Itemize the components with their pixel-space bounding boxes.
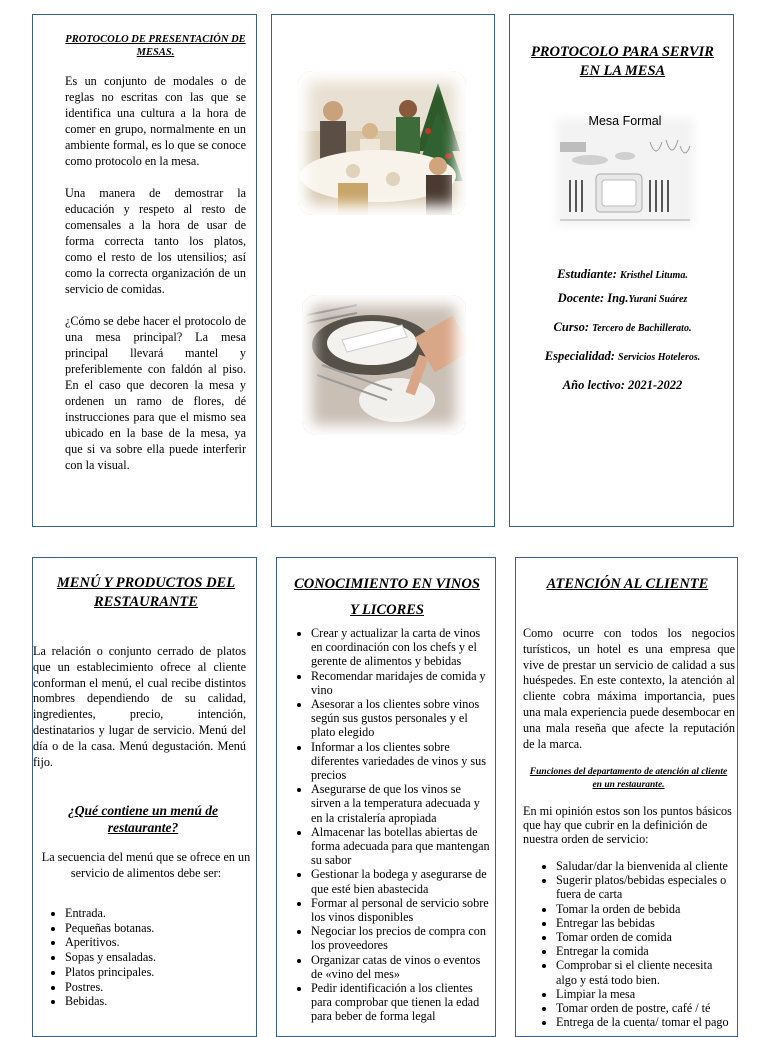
teacher-line: [510, 291, 734, 306]
list-item: • Tomar orden de comida: [556, 930, 734, 944]
list-item: • Platos principales.: [65, 965, 257, 980]
list-item: • Postres.: [65, 980, 257, 995]
panel-customer-service: [515, 557, 738, 1037]
list-item: • Entregar las bebidas: [556, 916, 734, 930]
wines-title-line1: CONOCIMIENTO EN VINOS: [294, 576, 480, 592]
panel-protocol-presentation: [32, 14, 257, 527]
menu-definition: La relación o conjunto cerrado de platos que un establecimiento ofrece al cliente conforman el menú, el cual recibe distintos nombres dependiendo de su calidad, ingredientes, precio, intención, destinatarios y lugar de servicio. Menú del día o de la casa. Menú degustación. Menú fijo.: [33, 644, 246, 769]
panel-menu: [32, 557, 257, 1037]
course-label: Curso:: [553, 320, 589, 334]
list-item: • Informar a los clientes sobre diferentes variedades de vinos y sus precios: [311, 740, 493, 783]
menu-subtitle: ¿Qué contiene un menú de restaurante?: [67, 803, 218, 835]
list-item: • Entrada.: [65, 906, 257, 921]
menu-sequence-intro: La secuencia del menú que se ofrece en un servicio de alimentos debe ser:: [41, 850, 251, 880]
teacher-name: Yurani Suárez: [628, 294, 688, 305]
formal-table-diagram: [550, 112, 700, 232]
list-item: • Sopas y ensaladas.: [65, 950, 257, 965]
student-line: [510, 267, 734, 282]
formal-table-caption: Mesa Formal: [588, 114, 662, 128]
list-item: • Comprobar si el cliente necesita algo y está todo bien.: [556, 958, 734, 986]
list-item: • Entrega de la cuenta/ tomar el pago: [556, 1015, 734, 1029]
list-item: • Pequeñas botanas.: [65, 921, 257, 936]
list-item: • Aperitivos.: [65, 935, 257, 950]
customer-service-intro: Como ocurre con todos los negocios turísticos, un hotel es una empresa que vive de prestar un servicio de calidad a sus huéspedes. En este contexto, la atención al cliente cobra máxima importancia, pues una mala experiencia puede desembocar en una mala reseña que afecte la reputación de la marca.: [523, 626, 735, 751]
list-item: • Bebidas.: [65, 994, 257, 1009]
list-item: • Gestionar la bodega y asegurarse de que esté bien abastecida: [311, 867, 493, 895]
course-line: [510, 320, 734, 335]
customer-service-opinion: En mi opinión estos son los puntos básicos que hay que cubrir en la definición de nuestra orden de servicio:: [523, 804, 732, 847]
list-item: • Entregar la comida: [556, 944, 734, 958]
panel-cover: [509, 14, 734, 527]
list-item: • Tomar la orden de bebida: [556, 902, 734, 916]
family-dinner-photo: [298, 71, 466, 215]
list-item: • Sugerir platos/bebidas especiales o fuera de carta: [556, 873, 734, 901]
school-year: Año lectivo: 2021-2022: [562, 378, 683, 392]
menu-title: MENÚ Y PRODUCTOS DEL RESTAURANTE: [56, 575, 236, 610]
specialty-value: Servicios Hoteleros.: [618, 352, 701, 363]
customer-service-steps-list: [526, 859, 734, 1029]
course-value: Tercero de Bachillerato.: [592, 323, 692, 334]
list-item: • Pedir identificación a los clientes para comprobar que tienen la edad para beber de forma legal: [311, 981, 493, 1024]
wines-duties-list: [281, 626, 493, 1024]
panel-title: PROTOCOLO DE PRESENTACIÓN DE MESAS.: [65, 34, 246, 58]
panel-wines: [276, 557, 496, 1037]
wines-title-line2: Y LICORES: [350, 602, 424, 618]
list-item: • Crear y actualizar la carta de vinos en coordinación con los chefs y el gerente de alimentos y bebidas: [311, 626, 493, 669]
customer-service-title: ATENCIÓN AL CLIENTE: [546, 576, 709, 592]
specialty-line: [510, 349, 734, 364]
paragraph-definition: Es un conjunto de modales o de reglas no escritas con las que se identifica una cultura a la hora de comer en grupo, normalmente en un ambiente formal, es lo que se conoce como protocolo en la mesa.: [65, 74, 246, 168]
list-item: • Asegurarse de que los vinos se sirven a la temperatura adecuada y en la cristalería apropiada: [311, 782, 493, 825]
list-item: • Formar al personal de servicio sobre los vinos disponibles: [311, 896, 493, 924]
teacher-label: Docente: Ing.: [557, 291, 629, 305]
list-item: • Recomendar maridajes de comida y vino: [311, 669, 493, 697]
student-label: Estudiante:: [557, 267, 617, 281]
paragraph-education: Una manera de demostrar la educación y respeto al resto de comensales a la hora de usar de forma correcta tanto los platos, como el resto de los utensilios; así como la correcta organización de un servicio de comidas.: [65, 186, 246, 296]
paragraph-main-table: ¿Cómo se debe hacer el protocolo de una mesa principal? La mesa principal llevará mantel y preferiblemente con faldón al piso. En el caso que decoren la mesa y ordenen un ramo de flores, dé instrucciones para que el mismo sea ubicado en la base de la mesa, ya que si va sobre ella puede interferir con la visual.: [65, 314, 246, 472]
list-item: • Tomar orden de postre, café / té: [556, 1001, 734, 1015]
list-item: • Asesorar a los clientes sobre vinos según sus gustos personales y el plato elegido: [311, 697, 493, 740]
student-name: Kristhel Lituma.: [620, 270, 688, 281]
list-item: • Limpiar la mesa: [556, 987, 734, 1001]
cover-title: PROTOCOLO PARA SERVIR EN LA MESA: [531, 44, 714, 79]
list-item: • Organizar catas de vinos o eventos de «vino del mes»: [311, 953, 493, 981]
customer-service-subtitle: Funciones del departamento de atención al cliente en un restaurante.: [529, 767, 728, 790]
list-item: • Almacenar las botellas abiertas de forma adecuada para que mantengan su sabor: [311, 825, 493, 868]
menu-items-list: [35, 906, 257, 1009]
panel-images: [271, 14, 495, 527]
table-setting-photo: [302, 295, 466, 435]
list-item: • Saludar/dar la bienvenida al cliente: [556, 859, 734, 873]
list-item: • Negociar los precios de compra con los proveedores: [311, 924, 493, 952]
specialty-label: Especialidad:: [544, 349, 615, 363]
